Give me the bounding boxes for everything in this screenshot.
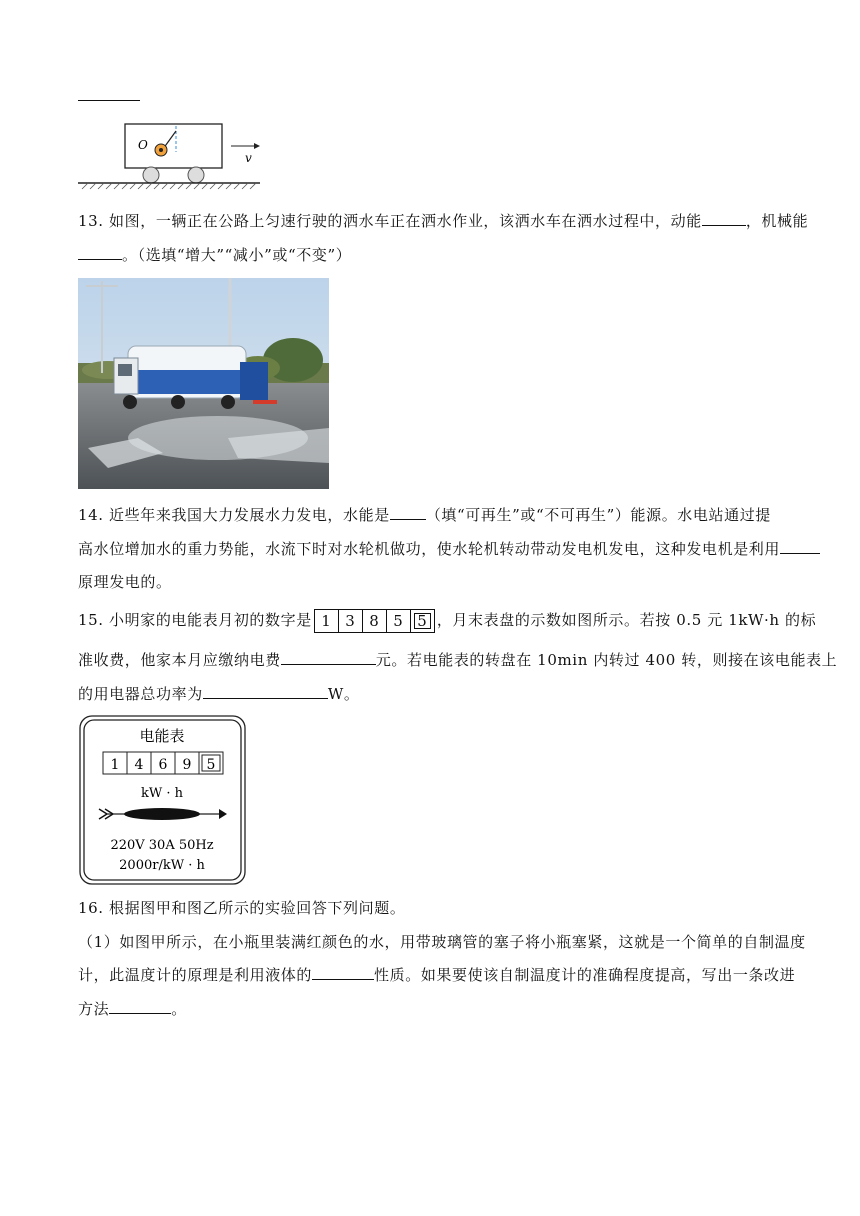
meter-title: 电能表 [139,727,185,745]
pivot-label: O [138,138,148,152]
q16-line4: 方法 。 [78,1000,187,1018]
meter-digit: 9 [182,757,192,773]
water-truck-photo [78,278,329,489]
answer-blank [78,245,122,260]
answer-blank [312,965,374,980]
q13-line1: 13. 如图，一辆正在公路上匀速行驶的洒水车正在洒水作业，该洒水车在洒水过程中，动能 ，机械能 [78,212,809,230]
answer-blank [702,211,746,226]
answer-blank [780,539,820,554]
cart-diagram [78,118,263,190]
meter-digit: 6 [158,757,168,773]
meter-digit: 1 [110,757,120,773]
answer-blank [390,505,426,520]
q15-line2: 准收费，他家本月应缴纳电费 元。若电能表的转盘在 10min 内转过 400 转，则接在该电能表上 [78,651,838,669]
electric-meter-figure [79,715,246,885]
q14-line3: 原理发电的。 [78,573,172,591]
q15-line3: 的用电器总功率为 W。 [78,685,360,703]
q16-line2: （1）如图甲所示，在小瓶里装满红颜色的水，用带玻璃管的塞子将小瓶塞紧，这就是一个简单的自制温度 [78,933,806,951]
q14-line1: 14. 近些年来我国大力发展水力发电，水能是 （填“可再生”或“不可再生”）能源。水电站通过提 [78,506,771,524]
q16-line3: 计，此温度计的原理是利用液体的 性质。如果要使该自制温度计的准确程度提高，写出一条改进 [78,966,796,984]
meter-specs: 220V 30A 50Hz [110,838,214,853]
meter-unit: kW · h [140,786,184,801]
meter-revolutions: 2000r/kW · h [119,858,205,873]
answer-blank-top [78,100,140,101]
meter-digit: 5 [206,757,216,773]
meter-digit: 4 [134,757,144,773]
answer-blank [203,684,328,699]
meter-start-reading: 1 3 8 5 5 [314,609,435,633]
answer-blank [109,999,171,1014]
q16-line1: 16. 根据图甲和图乙所示的实验回答下列问题。 [78,899,406,917]
q15-line1: 15. 小明家的电能表月初的数字是 1 3 8 5 5 ，月末表盘的示数如图所示。若按 0.5 元 1kW·h 的标 [78,609,816,633]
velocity-label: v [245,151,252,165]
q13-line2: 。（选填“增大”“减小”或“不变”） [78,245,351,265]
q14-line2: 高水位增加水的重力势能，水流下时对水轮机做功，使水轮机转动带动发电机发电，这种发电机是利用 [78,539,820,559]
answer-blank [281,650,376,665]
